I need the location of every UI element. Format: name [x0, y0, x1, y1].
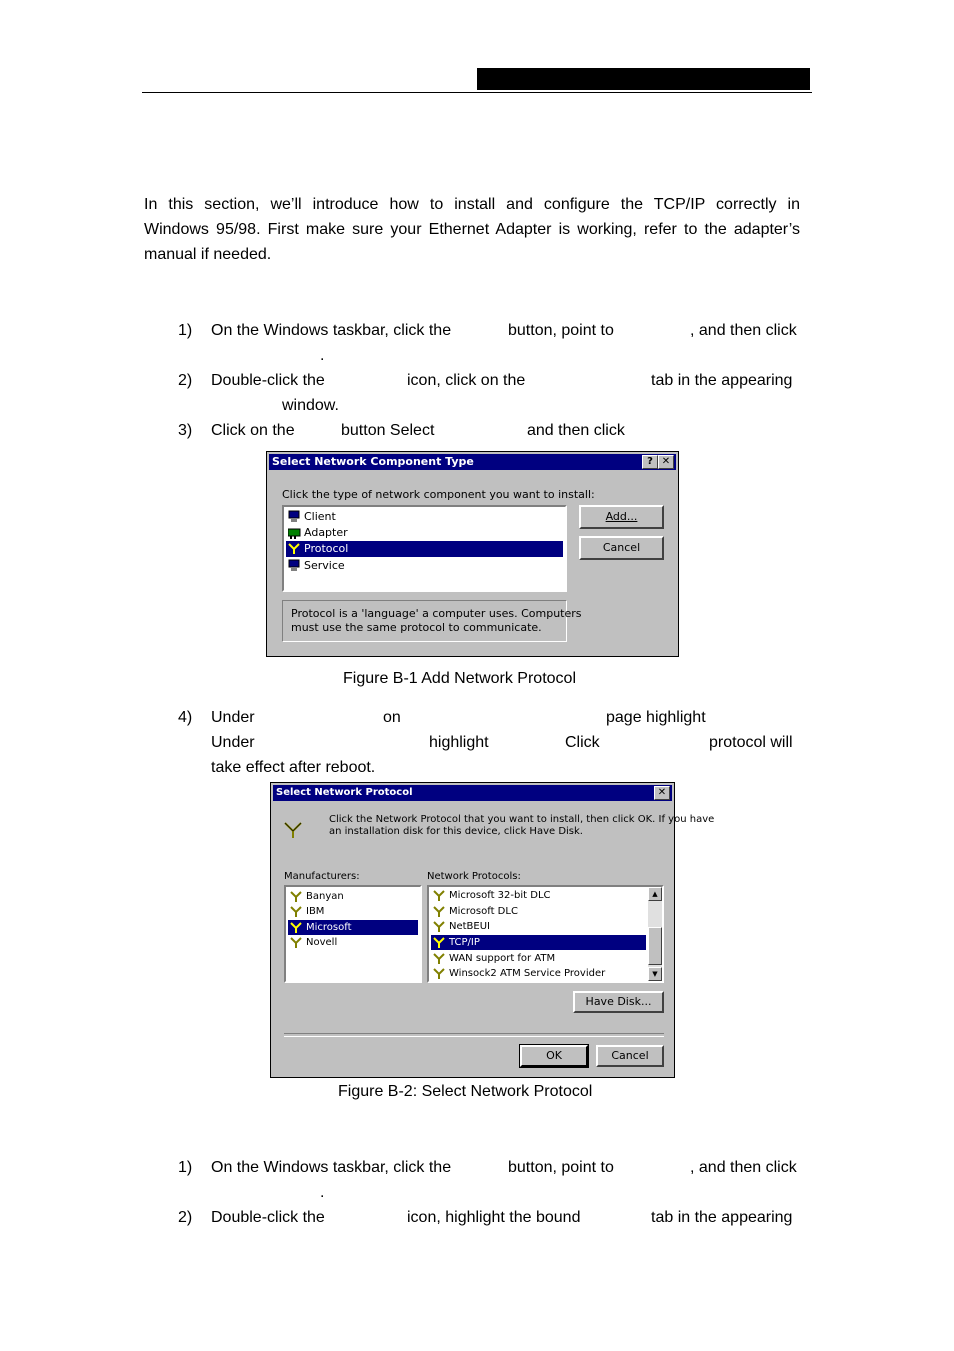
- step-text: button Select: [341, 422, 435, 439]
- step-text: Double-click the: [211, 372, 325, 389]
- protocol-icon: [290, 890, 303, 903]
- add-button-label: Add...: [605, 510, 638, 523]
- have-disk-button-label: Have Disk...: [585, 995, 652, 1008]
- list-item-label: Banyan: [306, 891, 344, 902]
- list-item[interactable]: [286, 558, 563, 574]
- list-item-label: TCP/IP: [449, 937, 480, 948]
- list-item[interactable]: [286, 541, 563, 557]
- step-number: 3): [178, 422, 193, 439]
- list-item-label: Microsoft DLC: [449, 906, 518, 917]
- scroll-down-icon[interactable]: ▼: [648, 967, 662, 981]
- list-item[interactable]: [431, 919, 646, 934]
- protocol-icon: [433, 889, 446, 902]
- separator: [284, 1033, 664, 1037]
- list-item-label: Novell: [306, 937, 338, 948]
- intro-paragraph: [144, 192, 800, 267]
- step-text: take effect after reboot.: [211, 759, 376, 776]
- dialog-title: Select Network Component Type: [272, 455, 474, 468]
- intro-line: In this section, we’ll introduce how to install and configure the TCP/IP correctly in: [144, 196, 800, 213]
- list-item-label: Client: [304, 510, 336, 523]
- ok-button[interactable]: [520, 1045, 588, 1067]
- close-icon[interactable]: ✕: [658, 455, 674, 469]
- step-text: Double-click the: [211, 1209, 325, 1226]
- step-text: icon, click on the: [407, 372, 526, 389]
- cancel-button-label: Cancel: [602, 541, 641, 554]
- step-number: 2): [178, 372, 193, 389]
- component-list[interactable]: [282, 505, 567, 592]
- dialog-title-bar: [273, 785, 672, 801]
- component-description: [282, 600, 582, 642]
- step-text: Under: [211, 709, 255, 726]
- protocol-icon: [433, 920, 446, 933]
- protocol-icon: [290, 905, 303, 918]
- list-item-label: Protocol: [304, 542, 349, 555]
- list-item[interactable]: [431, 888, 646, 903]
- step-text: tab in the appearing: [651, 372, 793, 389]
- list-item-label: Microsoft: [306, 922, 352, 933]
- protocol-instructions: [329, 814, 714, 838]
- step-text: tab in the appearing: [651, 1209, 793, 1226]
- list-item-label: Microsoft 32-bit DLC: [449, 890, 551, 901]
- step-number: 1): [178, 1159, 193, 1176]
- have-disk-button[interactable]: [573, 991, 664, 1013]
- service-icon: [288, 559, 301, 572]
- step-text: on: [383, 709, 401, 726]
- step-text: .: [320, 347, 325, 364]
- list-item[interactable]: [286, 525, 563, 541]
- list-item-label: Service: [304, 559, 345, 572]
- close-icon[interactable]: ✕: [654, 786, 670, 800]
- component-prompt: Click the type of network component you want to install:: [282, 488, 595, 501]
- figure-caption: Figure B-1 Add Network Protocol: [343, 670, 576, 687]
- cancel-button-label: Cancel: [611, 1049, 649, 1062]
- list-item[interactable]: [286, 509, 563, 525]
- computer-icon: [288, 510, 301, 523]
- list-item[interactable]: [288, 920, 418, 935]
- intro-line: manual if needed.: [144, 246, 272, 263]
- protocol-icon: [290, 936, 303, 949]
- list-item[interactable]: [288, 935, 418, 950]
- protocol-icon: [290, 921, 303, 934]
- figure-caption: Figure B-2: Select Network Protocol: [338, 1083, 593, 1100]
- step-text: .: [320, 1184, 325, 1201]
- scroll-up-icon[interactable]: ▲: [648, 887, 662, 901]
- cancel-button[interactable]: [579, 536, 664, 560]
- list-item[interactable]: [431, 966, 646, 981]
- header-rule: [142, 92, 812, 93]
- list-item-label: WAN support for ATM: [449, 953, 556, 964]
- protocol-icon: [433, 936, 446, 949]
- protocol-icon: [283, 819, 303, 839]
- network-protocols-label: Network Protocols:: [427, 871, 521, 882]
- step-number: 1): [178, 322, 193, 339]
- protocol-icon: [433, 952, 446, 965]
- step-text: Click on the: [211, 422, 295, 439]
- dialog-title-bar: [269, 454, 676, 470]
- description-line: must use the same protocol to communicate.: [291, 621, 542, 634]
- protocol-icon: [288, 542, 301, 555]
- step-text: On the Windows taskbar, click the: [211, 322, 452, 339]
- protocol-icon: [433, 967, 446, 980]
- instruction-line: Click the Network Protocol that you want to install, then click OK. If you have: [329, 814, 715, 825]
- select-network-protocol-dialog: [270, 782, 715, 1078]
- instruction-line: an installation disk for this device, click Have Disk.: [329, 826, 583, 837]
- scroll-thumb[interactable]: [648, 927, 662, 965]
- intro-line: Windows 95/98. First make sure your Ethernet Adapter is working, refer to the adapter’s: [144, 221, 800, 238]
- step-text: Click: [565, 734, 600, 751]
- list-item-label: Adapter: [304, 526, 348, 539]
- network-protocols-list[interactable]: [427, 885, 664, 983]
- help-icon[interactable]: ?: [642, 455, 658, 469]
- list-item[interactable]: [288, 904, 418, 919]
- network-card-icon: [288, 526, 301, 539]
- step-text: , and then click: [690, 1159, 797, 1176]
- list-item-label: IBM: [306, 906, 325, 917]
- select-network-component-dialog: [266, 451, 679, 657]
- description-line: Protocol is a 'language' a computer uses. Computers: [291, 607, 582, 620]
- step-text: Under: [211, 734, 255, 751]
- step-number: 2): [178, 1209, 193, 1226]
- list-item[interactable]: [288, 889, 418, 904]
- step-text: highlight: [429, 734, 489, 751]
- step-text: page highlight: [606, 709, 706, 726]
- add-button[interactable]: [579, 505, 664, 529]
- header-bar: [477, 68, 810, 90]
- cancel-button[interactable]: [596, 1045, 664, 1067]
- manufacturers-list[interactable]: [284, 885, 422, 983]
- step-text: On the Windows taskbar, click the: [211, 1159, 452, 1176]
- step-text: button, point to: [508, 322, 614, 339]
- step-number: 4): [178, 709, 193, 726]
- manufacturers-label: Manufacturers:: [284, 871, 360, 882]
- list-item-label: Winsock2 ATM Service Provider: [449, 968, 606, 979]
- step-text: and then click: [527, 422, 625, 439]
- ok-button-label: OK: [546, 1049, 562, 1062]
- step-text: protocol will: [709, 734, 793, 751]
- list-item-label: NetBEUI: [449, 921, 491, 932]
- step-text: , and then click: [690, 322, 797, 339]
- dialog-title: Select Network Protocol: [276, 787, 413, 798]
- step-text: button, point to: [508, 1159, 614, 1176]
- protocol-icon: [433, 905, 446, 918]
- step-text: window.: [282, 397, 339, 414]
- step-text: icon, highlight the bound: [407, 1209, 581, 1226]
- list-item[interactable]: [431, 904, 646, 919]
- list-item[interactable]: [431, 935, 646, 950]
- list-item[interactable]: [431, 951, 646, 966]
- vertical-scrollbar[interactable]: [648, 887, 662, 981]
